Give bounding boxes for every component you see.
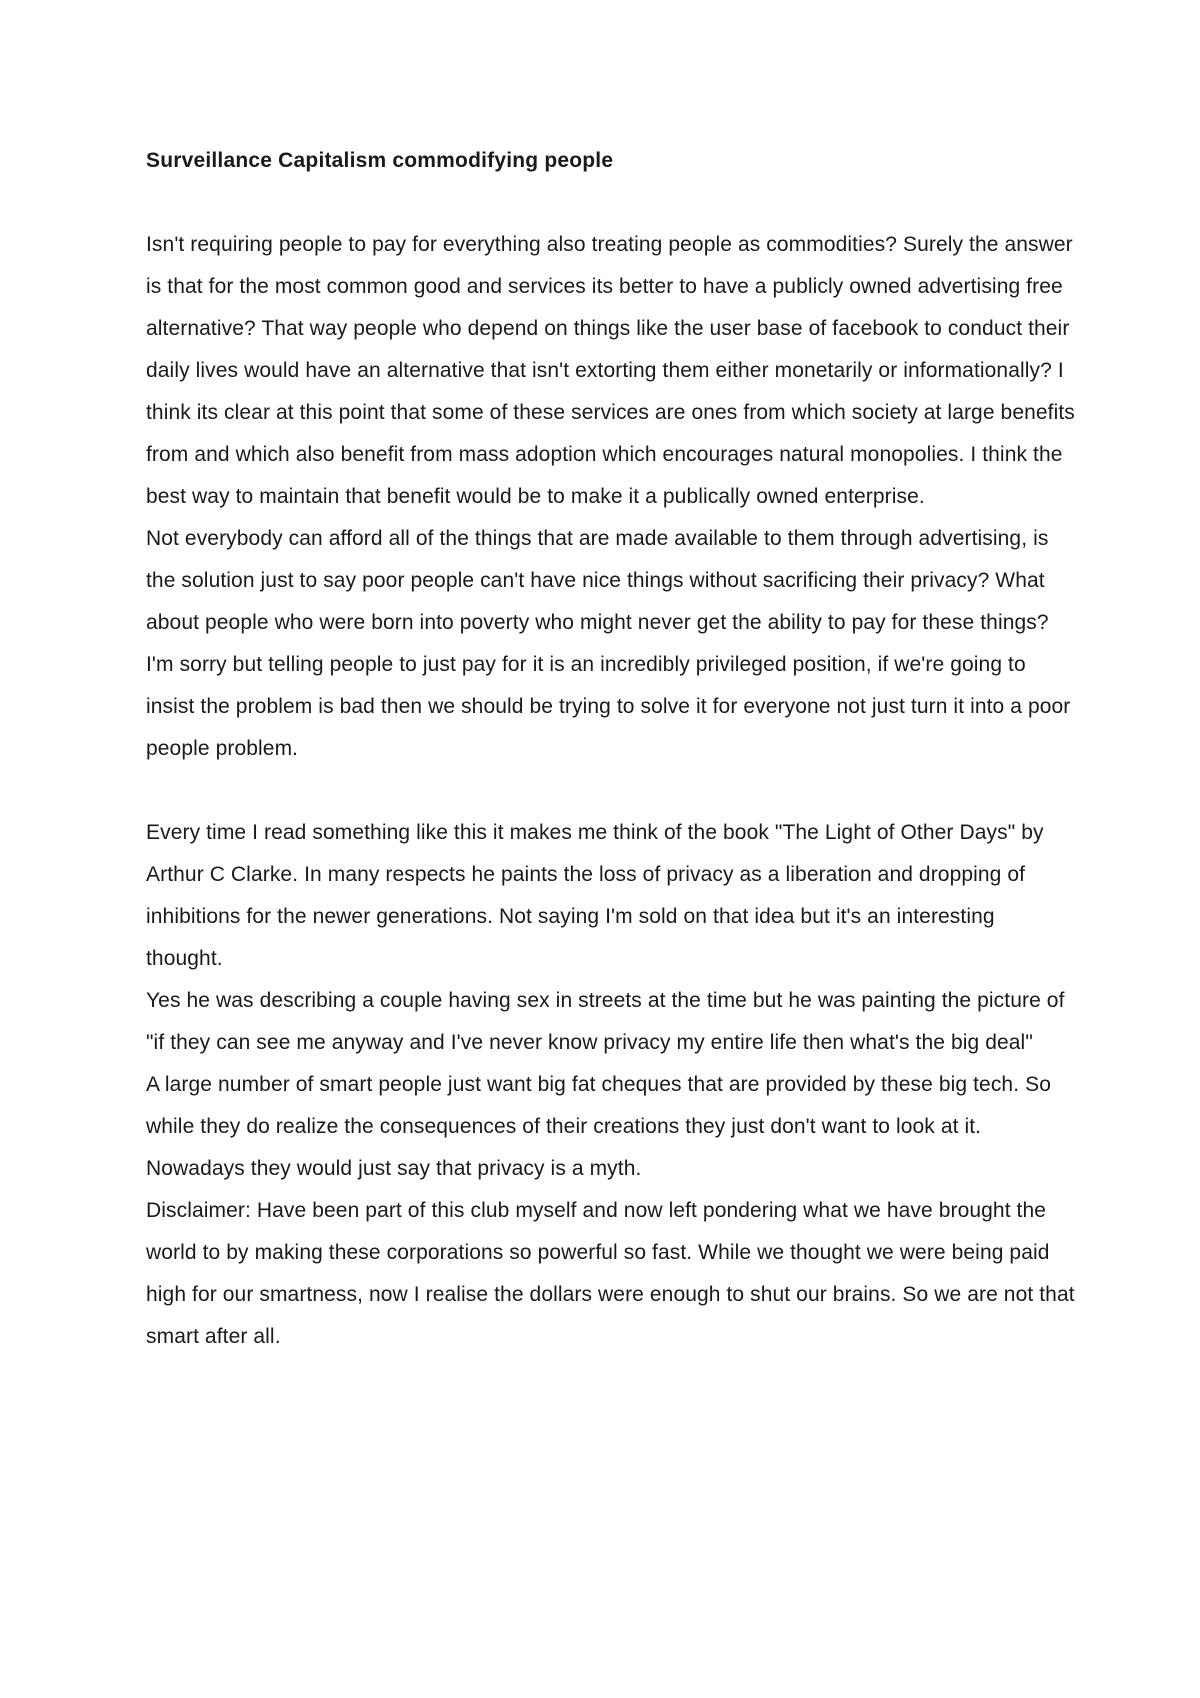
paragraph-4: Yes he was describing a couple having sex in streets at the time but he was painting the picture of "if they can see me anyway and I've never know privacy my entire life then what's the big deal" <box>146 989 1065 1054</box>
blank-line <box>146 182 1076 224</box>
blank-line <box>146 770 1076 812</box>
paragraph-5: A large number of smart people just want big fat cheques that are provided by these big tech. So while they do realize the consequences of their creations they just don't want to look at it. Nowadays they would just say that privacy is a myth. <box>146 1073 1051 1180</box>
document-title: Surveillance Capitalism commodifying people <box>146 149 614 172</box>
paragraph-6: Disclaimer: Have been part of this club myself and now left pondering what we have brought the world to by making these corporations so powerful so fast. While we thought we were being paid high for our smartness, now I realise the dollars were enough to shut our brains. So we are not that smart after all. <box>146 1199 1075 1348</box>
paragraph-2: Not everybody can afford all of the things that are made available to them through advertising, is the solution just to say poor people can't have nice things without sacrificing their privacy? What about people who were born into poverty who might never get the ability to pay for these things? I'm sorry but telling people to just pay for it is an incredibly privileged position, if we're going to insist the problem is bad then we should be trying to solve it for everyone not just turn it into a poor people problem. <box>146 527 1071 760</box>
document-body <box>146 140 1076 1358</box>
paragraph-1: Isn't requiring people to pay for everything also treating people as commodities? Surely the answer is that for the most common good and services its better to have a publicly owned advertising free alternative? That way people who depend on things like the user base of facebook to conduct their daily lives would have an alternative that isn't extorting them either monetarily or informationally? I think its clear at this point that some of these services are ones from which society at large benefits from and which also benefit from mass adoption which encourages natural monopolies. I think the best way to maintain that benefit would be to make it a publically owned enterprise. <box>146 233 1075 508</box>
paragraph-3: Every time I read something like this it makes me think of the book "The Light of Other Days" by Arthur C Clarke. In many respects he paints the loss of privacy as a liberation and dropping of inhibitions for the newer generations. Not saying I'm sold on that idea but it's an interesting thought. <box>146 821 1044 970</box>
